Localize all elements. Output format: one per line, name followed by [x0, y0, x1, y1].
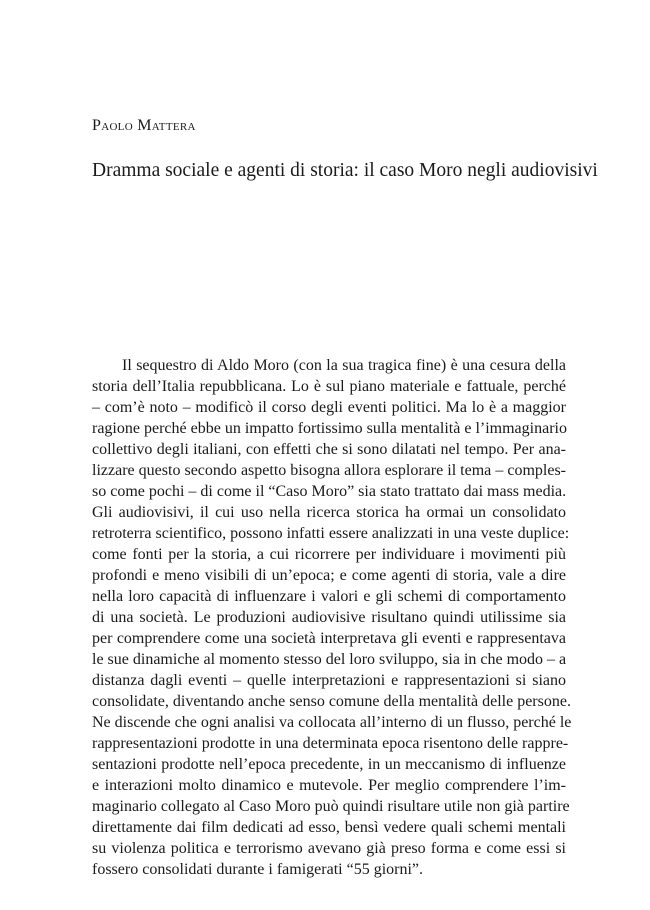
body-line: fossero consolidati durante i famigerati “55 giorni”. [92, 861, 424, 878]
body-line: e interazioni molto dinamico e mutevole. Per meglio comprendere l’im- [92, 777, 566, 794]
body-line: Ne discende che ogni analisi va collocata all’interno di un flusso, perché le [92, 714, 572, 731]
body-line: profondi e meno visibili di un’epoca; e come agenti di storia, vale a dire [92, 567, 566, 584]
body-line: so come pochi – di come il “Caso Moro” sia stato trattato dai mass media. [92, 483, 567, 500]
body-line: per comprendere come una società interpretava gli eventi e rappresentava [92, 630, 566, 647]
body-line: consolidate, diventando anche senso comune della mentalità delle persone. [92, 693, 571, 710]
body-paragraph [92, 355, 572, 880]
body-line: nella loro capacità di influenzare i valori e gli schemi di comportamento [92, 588, 566, 605]
body-line: ragione perché ebbe un impatto fortissimo sulla mentalità e l’immaginario [92, 420, 567, 437]
body-line: collettivo degli italiani, con effetti che si sono dilatati nel tempo. Per ana- [92, 441, 566, 458]
body-line: lizzare questo secondo aspetto bisogna allora esplorare il tema – comples- [92, 462, 566, 479]
body-line: distanza dagli eventi – quelle interpretazioni e rappresentazioni si siano [92, 672, 566, 689]
body-line: su violenza politica e terrorismo avevano già preso forma e come essi si [92, 840, 566, 857]
body-line: rappresentazioni prodotte in una determinata epoca risentono delle rappre- [92, 735, 569, 752]
body-line: di una società. Le produzioni audiovisive risultano quindi utilissime sia [92, 609, 566, 626]
body-line: direttamente dai film dedicati ad esso, bensì vedere quali schemi mentali [92, 819, 566, 836]
body-line: retroterra scientifico, possono infatti essere analizzati in una veste duplice: [92, 525, 570, 542]
body-line: storia dell’Italia repubblicana. Lo è sul piano materiale e fattuale, perché [92, 378, 566, 395]
body-line: Il sequestro di Aldo Moro (con la sua tragica fine) è una cesura della [122, 357, 566, 374]
body-line: sentazioni prodotte nell’epoca precedente, in un meccanismo di influenze [92, 756, 566, 773]
chapter-title: Dramma sociale e agenti di storia: il caso Moro negli audiovisivi [92, 160, 598, 181]
body-line: come fonti per la storia, a cui ricorrere per individuare i movimenti più [92, 546, 566, 563]
body-line: Gli audiovisivi, il cui uso nella ricerca storica ha ormai un consolidato [92, 504, 566, 521]
author-name: Paolo Mattera [92, 117, 196, 134]
body-line: – com’è noto – modificò il corso degli eventi politici. Ma lo è a maggior [92, 399, 566, 416]
body-line: le sue dinamiche al momento stesso del loro sviluppo, sia in che modo – a [92, 651, 567, 668]
body-line: maginario collegato al Caso Moro può quindi risultare utile non già partire [92, 798, 570, 815]
